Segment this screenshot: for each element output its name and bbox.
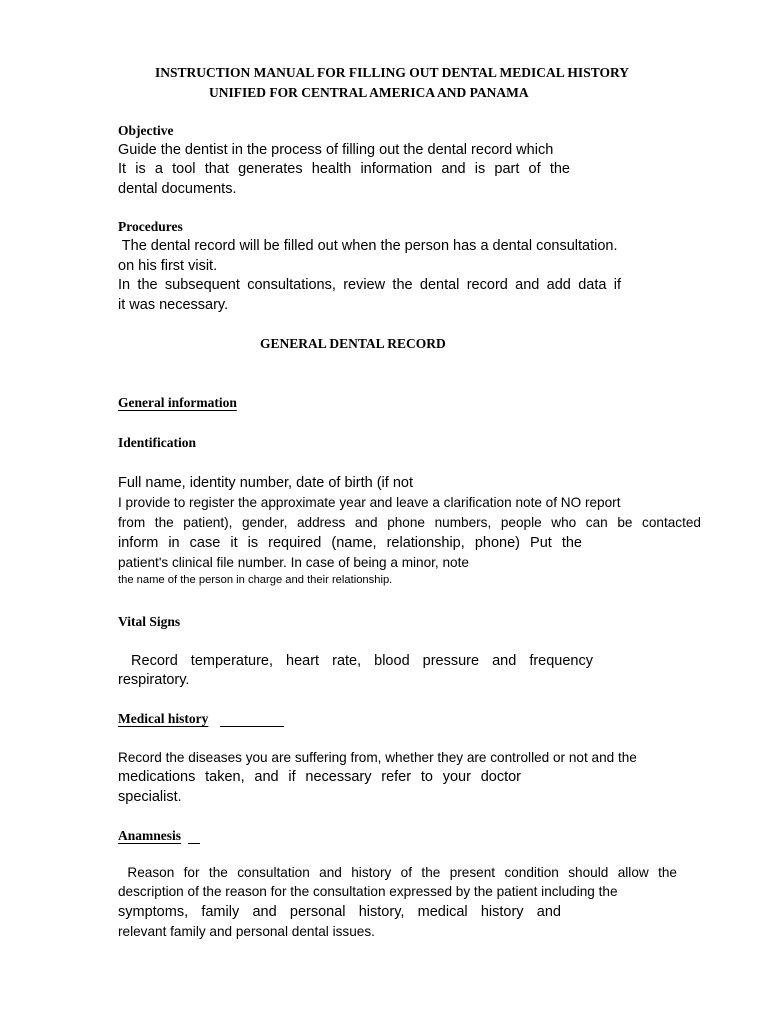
procedures-line-4: it was necessary. [118,297,229,313]
document-title-line-1: INSTRUCTION MANUAL FOR FILLING OUT DENTAL MEDICAL HISTORY [155,65,629,80]
identification-line-2: I provide to register the approximate year and leave a clarification note of NO report [118,495,621,510]
vital-signs-heading: Vital Signs [118,614,181,629]
medical-history-underline-tail [220,726,284,727]
anamnesis-line-2: description of the reason for the consultation expressed by the patient including the [118,884,618,899]
identification-heading: Identification [118,435,197,450]
medical-history-line-3: specialist. [118,789,182,805]
general-information-heading: General information [118,395,237,410]
objective-line-3: dental documents. [118,181,237,197]
anamnesis-underline-tail [188,843,200,844]
medical-history-line-2: medications taken, and if necessary refer to your doctor [118,769,521,785]
anamnesis-heading: Anamnesis [118,828,182,843]
general-record-title: GENERAL DENTAL RECORD [260,336,446,351]
medical-history-heading: Medical history [118,711,209,726]
procedures-line-1: The dental record will be filled out when the person has a dental consultation. [118,238,618,254]
objective-line-1: Guide the dentist in the process of filling out the dental record which [118,142,554,158]
identification-line-1: Full name, identity number, date of birth (if not [118,475,413,491]
identification-line-5: patient's clinical file number. In case of being a minor, note [118,555,469,570]
procedures-line-2: on his first visit. [118,258,218,274]
medical-history-line-1: Record the diseases you are suffering from, whether they are controlled or not and the [118,750,637,765]
document-title-line-2: UNIFIED FOR CENTRAL AMERICA AND PANAMA [209,85,529,100]
anamnesis-line-4: relevant family and personal dental issues. [118,924,375,939]
procedures-heading: Procedures [118,219,183,234]
vital-signs-line-2: respiratory. [118,672,190,688]
vital-signs-line-1: Record temperature, heart rate, blood pressure and frequency [118,653,593,669]
anamnesis-line-3: symptoms, family and personal history, medical history and [118,904,561,920]
anamnesis-line-1: Reason for the consultation and history of the present condition should allow the [118,865,677,880]
identification-line-6: the name of the person in charge and their relationship. [118,574,393,586]
objective-heading: Objective [118,123,174,138]
procedures-line-3: In the subsequent consultations, review the dental record and add data if [118,277,621,293]
identification-line-3: from the patient), gender, address and phone numbers, people who can be contacted [118,515,701,530]
identification-line-4: inform in case it is required (name, relationship, phone) Put the [118,535,582,551]
objective-line-2: It is a tool that generates health information and is part of the [118,161,570,177]
